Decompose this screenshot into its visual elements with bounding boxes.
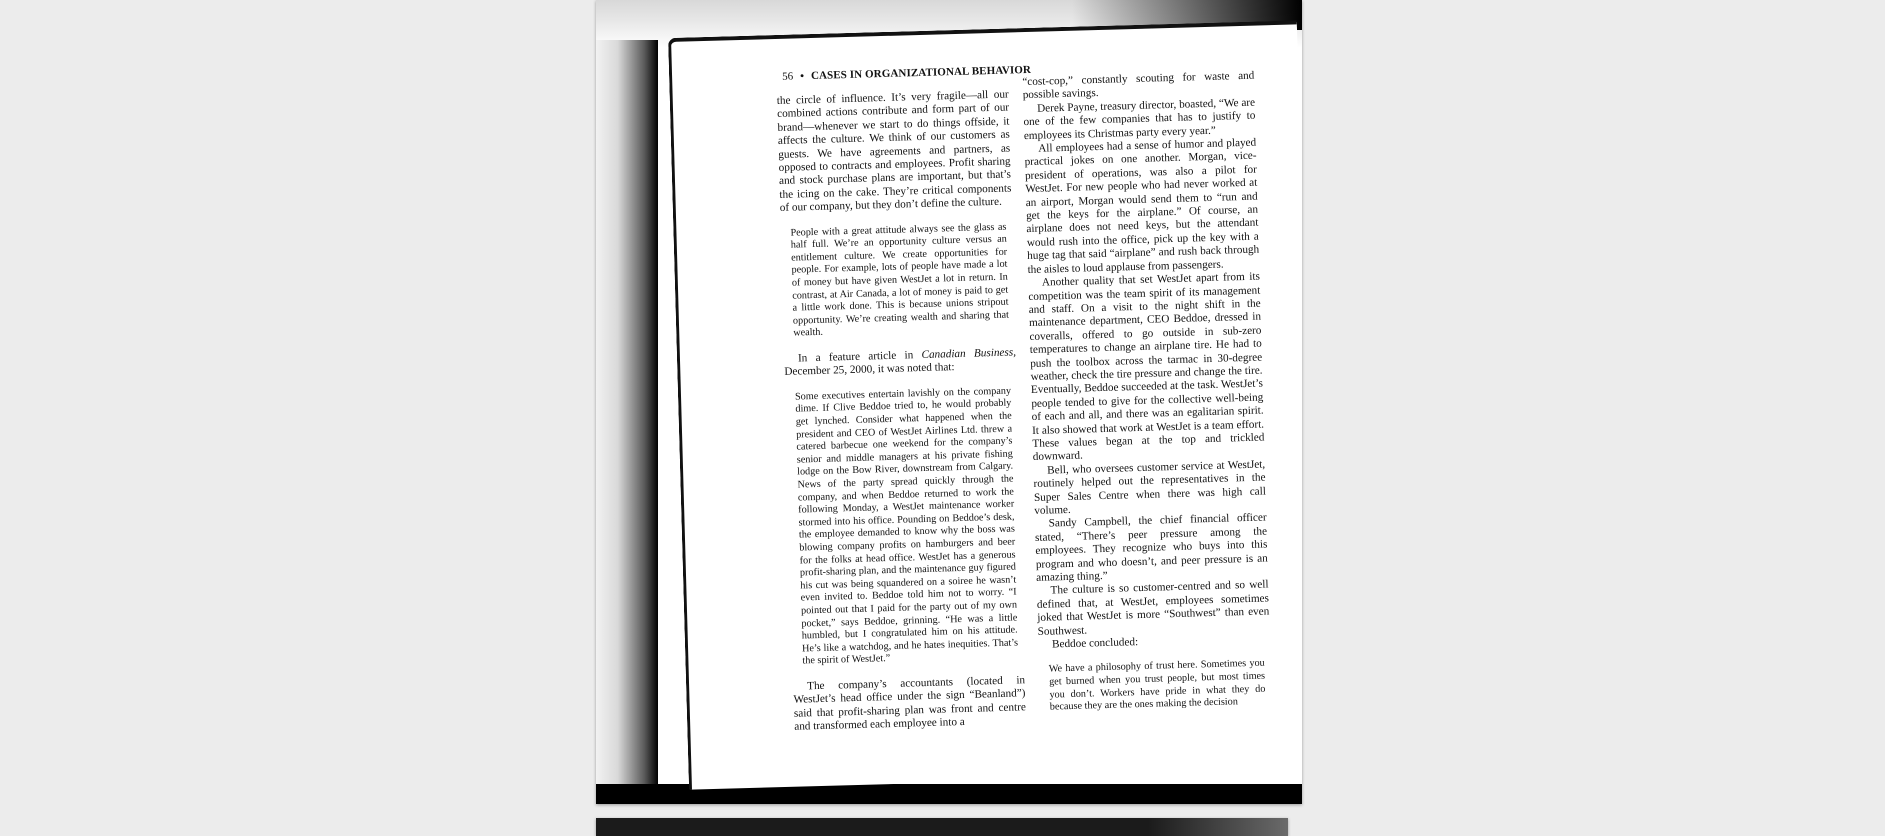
left-paragraph-1: the circle of influence. It’s very fragile—all our combined actions contribute and form part of our brand—whenever we start to do things offside, it affects the culture. We think of our customers as guests. We have agreements and partners, as opposed to contracts and employees. Profit sharing and stock purchase plans are important, but that’s the icing on the cake. They’re critical components of our company, but they don’t define the culture. <box>776 88 1012 215</box>
right-paragraph-4: Another quality that set WestJet apart from its competition was the team spirit of its management and staff. On a visit to the night shift in the maintenance department, CEO Beddoe, dressed in coveralls, offered to go outside in sub-zero temperatures to change an airplane tire. He had to push the toolbox across the tarmac in 30-degree weather, check the tire pressure and change the tire. Eventually, Beddoe succeeded at the task. WestJet’s people tended to give for the collective well-being of each and all, and there was an egalitarian spirit. It also showed that work at WestJet is a team effort. These values began at the top and trickled downward. <box>1028 270 1265 464</box>
right-paragraph-3: All employees had a sense of humor and played practical jokes on one another. Morgan, vice-president of operations, was also a pilot for WestJet. For new people who had never worked at an airport, Morgan would send them to “run and get the keys for the airplane.” Of course, an airplane does not need keys, but the attendant would rush into the office, pick up the key with a huge tag that said “airplane” and rush back through the aisles to loud applause from passengers. <box>1024 136 1260 276</box>
right-paragraph-7: The culture is so customer-centred and so well defined that, at WestJet, employees sometimes joked that WestJet is more “Southwest” than even Southwest. <box>1036 578 1270 638</box>
publication-title: Canadian Business, <box>921 346 1017 362</box>
left-column <box>777 89 1027 735</box>
right-paragraph-6: Sandy Campbell, the chief financial officer stated, “There’s peer pressure among the employees. They recognize who buys into this program and who doesn’t, and peer pressure is an amazing thing.” <box>1034 511 1268 584</box>
left-paragraph-2 <box>784 346 1017 379</box>
right-paragraph-2: Derek Payne, treasury director, boasted, “We are one of the few companies that has to justify to employees its Christmas party every year.” <box>1023 96 1256 142</box>
page-number: 56 <box>781 70 794 83</box>
right-paragraph-5: Bell, who oversees customer service at WestJet, routinely helped out the representatives in the Super Sales Centre when there was high call volume. <box>1033 458 1267 517</box>
book-page <box>668 20 1302 789</box>
next-scanned-page <box>596 818 1288 836</box>
feature-article-intro: In a feature article in <box>797 349 922 365</box>
left-paragraph-3: The company’s accountants (located in WestJet’s head office under the sign “Beanland”) said that profit-sharing plan was front and centre and transformed each employee into a <box>793 674 1026 733</box>
right-block-quote: We have a philosophy of trust here. Sometimes you get burned when you trust people, but most times you don’t. Workers have pride in what they do because they are the ones making the decision <box>1048 658 1266 713</box>
next-page-edge <box>1148 818 1288 836</box>
scanned-page <box>596 0 1302 804</box>
right-column <box>1022 70 1272 727</box>
left-block-quote-2: Some executives entertain lavishly on the company dime. If Clive Beddoe tried to, he would probably get lynched. Consider what happened when the president and CEO of WestJet Airlines Ltd. threw a catered barbecue one weekend for the company’s senior and middle managers at his private fishing lodge on the Bow River, downstream from Calgary. News of the party spread quickly through the company, and when Beddoe returned to work the following Monday, a WestJet maintenance worker stormed into his office. Pounding on Beddoe’s desk, the employee demanded to know why the boss was blowing company profits on hamburgers and beer for the folks at head office. WestJet has a generous profit-sharing plan, and the maintenance guy figured his cut was being squandered on a soiree he wasn’t even invited to. Beddoe told him not to worry. “I pointed out that I paid for the party out of my own pocket,” says Beddoe, grinning. “He was a little humbled, but I congratulated him on his attitude. He’s like a watchdog, and he hates inequities. That’s the spirit of WestJet.” <box>794 385 1019 667</box>
running-head-title: CASES IN ORGANIZATIONAL BEHAVIOR <box>810 63 1032 83</box>
feature-article-date: December 25, 2000, it was noted that: <box>784 361 955 379</box>
running-header <box>782 64 1031 83</box>
right-paragraph-1: “cost-cop,” constantly scouting for waste and possible savings. <box>1022 69 1255 102</box>
header-bullet: • <box>800 70 805 83</box>
scan-shadow-gutter <box>596 40 658 804</box>
left-block-quote-1: People with a great attitude always see the glass as half full. We’re an opportunity culture versus an entitlement culture. We create opportunities for people. For example, lots of people have made a lot of money but have given WestJet a lot in return. In contrast, at Air Canada, a lot of money is paid to get a little work done. This is because unions stripout opportunity. We’re creating wealth and sharing that wealth. <box>790 221 1010 340</box>
right-paragraph-8: Beddoe concluded: <box>1051 636 1139 651</box>
